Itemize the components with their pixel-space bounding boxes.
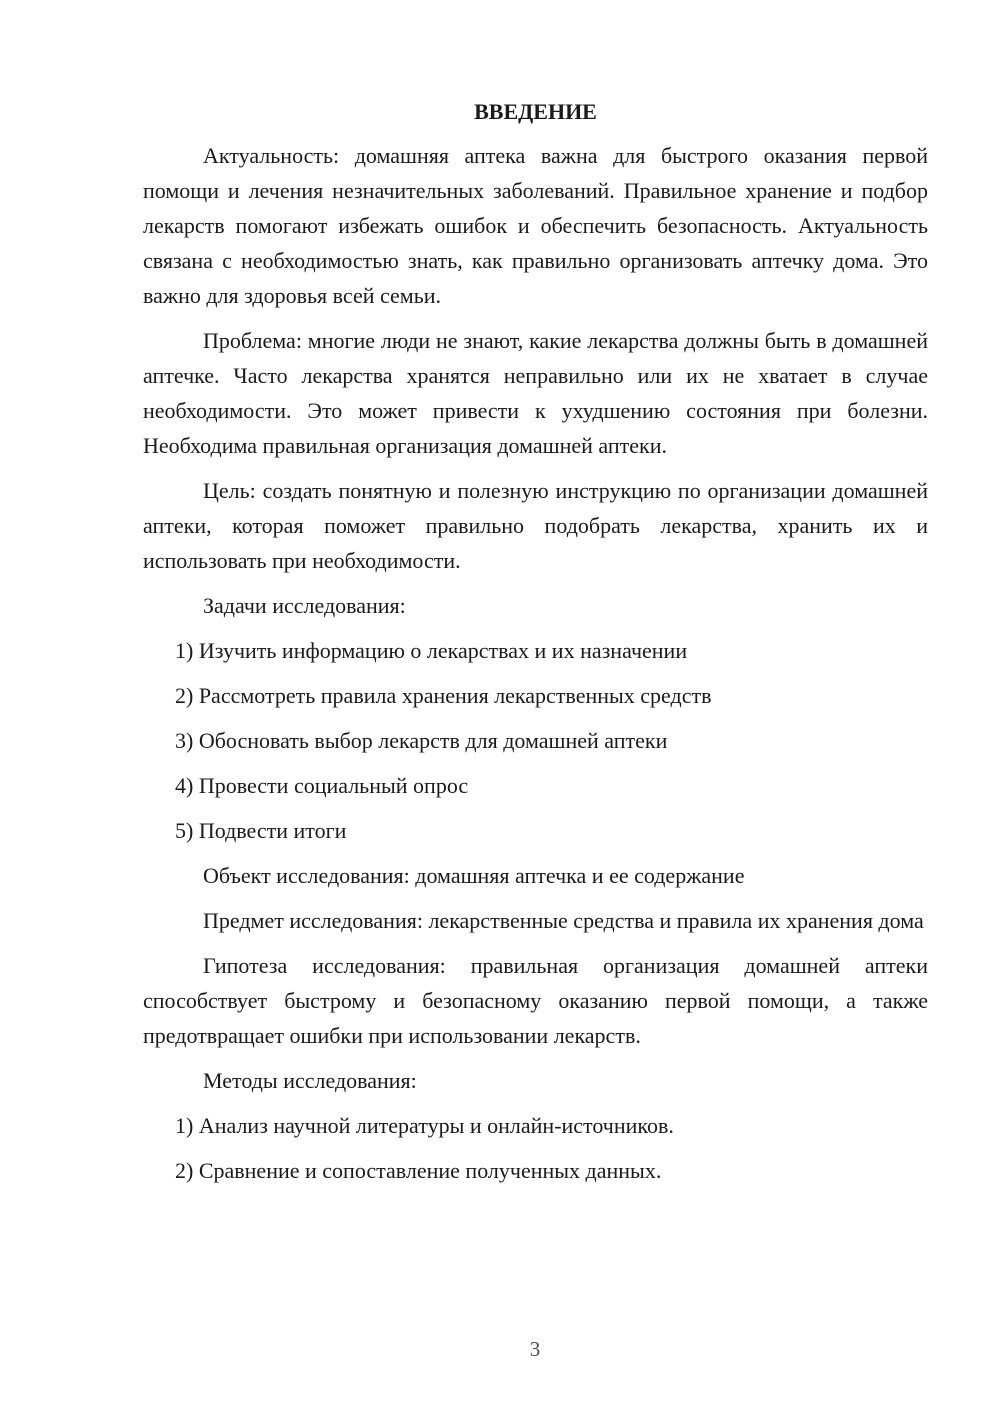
goal-paragraph: Цель: создать понятную и полезную инструкцию по организации домашней аптеки, которая поможет правильно подобрать лекарства, хранить их и использовать при необходимости. — [143, 478, 928, 573]
list-item: 2) Рассмотреть правила хранения лекарственных средств — [175, 683, 712, 708]
section-title: ВВЕДЕНИЕ — [474, 99, 597, 124]
tasks-list — [143, 633, 928, 848]
page-content — [143, 95, 928, 1198]
problem-paragraph: Проблема: многие люди не знают, какие лекарства должны быть в домашней аптечке. Часто лекарства хранятся неправильно или их не хватает в случае необходимости. Это может привести к ухудшению состояния при болезни. Необходима правильная организация домашней аптеки. — [143, 328, 928, 458]
list-item: 4) Провести социальный опрос — [175, 773, 469, 798]
subject-paragraph: Предмет исследования: лекарственные средства и правила их хранения дома — [203, 908, 924, 933]
page-number: 3 — [529, 1337, 541, 1361]
list-item: 3) Обосновать выбор лекарств для домашней аптеки — [175, 728, 668, 753]
hypothesis-paragraph: Гипотеза исследования: правильная организация домашней аптеки способствует быстрому и безопасному оказанию первой помощи, а также предотвращает ошибки при использовании лекарств. — [143, 953, 928, 1048]
object-paragraph: Объект исследования: домашняя аптечка и ее содержание — [203, 863, 745, 888]
list-item: 5) Подвести итоги — [175, 818, 347, 843]
list-item: 2) Сравнение и сопоставление полученных данных. — [175, 1158, 662, 1183]
relevance-paragraph: Актуальность: домашняя аптека важна для быстрого оказания первой помощи и лечения незначительных заболеваний. Правильное хранение и подбор лекарств помогают избежать ошибок и обеспечить безопасность. Актуальность связана с необходимостью знать, как правильно организовать аптечку дома. Это важно для здоровья всей семьи. — [143, 143, 928, 308]
list-item: 1) Анализ научной литературы и онлайн-источников. — [175, 1113, 674, 1138]
methods-heading: Методы исследования: — [203, 1068, 417, 1093]
list-item: 1) Изучить информацию о лекарствах и их назначении — [175, 638, 688, 663]
tasks-heading: Задачи исследования: — [203, 593, 406, 618]
methods-list — [143, 1108, 928, 1188]
